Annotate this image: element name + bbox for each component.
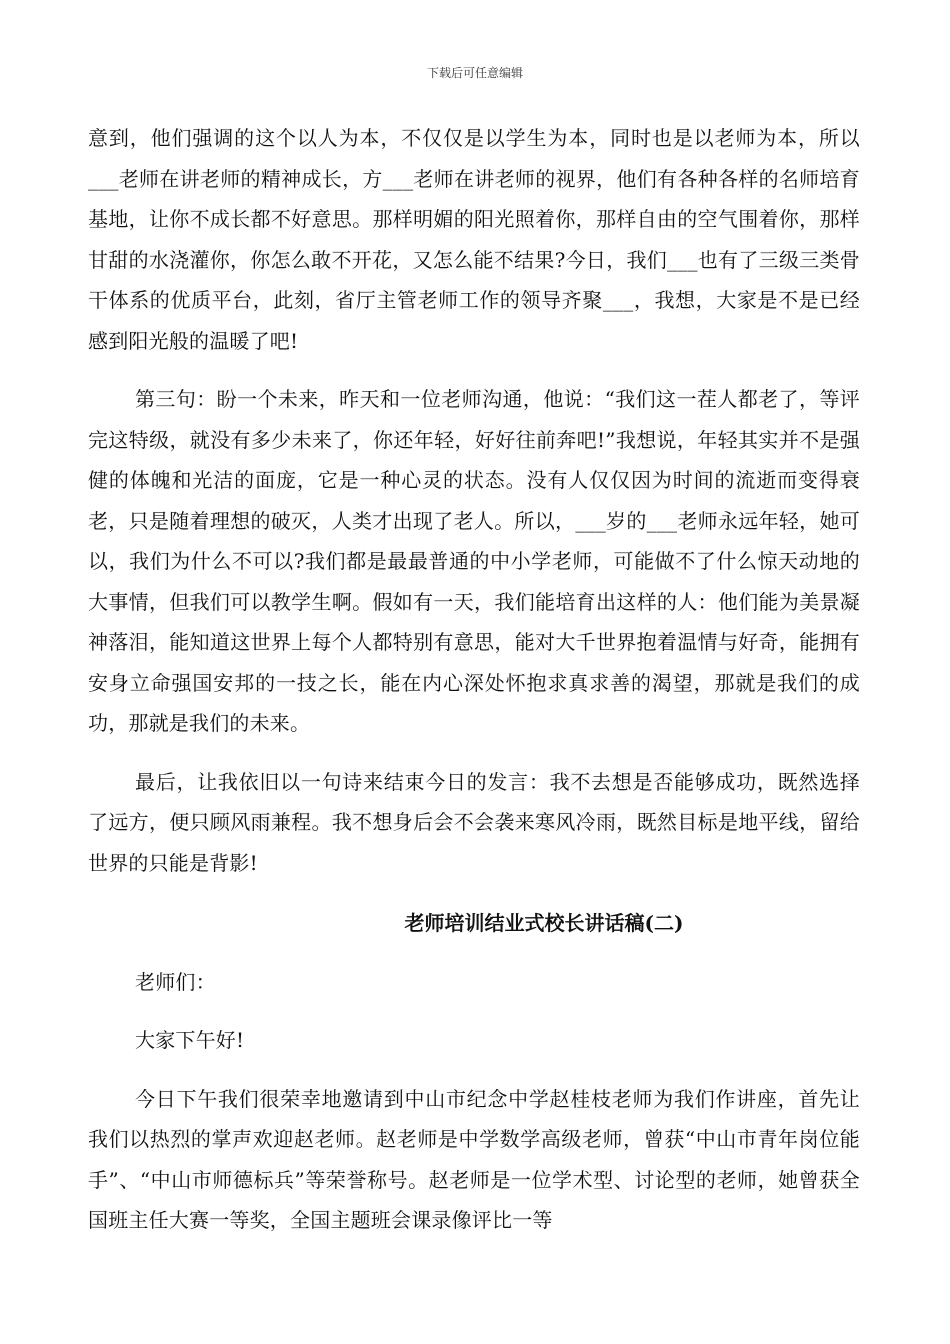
section-title: 老师培训结业式校长讲话稿(二) — [404, 911, 684, 935]
paragraph-third-point: 第三句：盼一个未来，昨天和一位老师沟通，他说：“我们这一茬人都老了，等评完这特级，就没有多少未来了，你还年轻，好好往前奔吧!”我想说，年轻其实并不是强健的体魄和光洁的面庞，它是一种心灵的状态。没有人仅仅因为时间的流逝而变得衰老，只是随着理想的破灭，人类才出现了老人。所以，___岁的___老师永远年轻，她可以，我们为什么不可以?我们都是最最普通的中小学老师，可能做不了什么惊天动地的大事情，但我们可以教学生啊。假如有一天，我们能培育出这样的人：他们能为美景凝神落泪，能知道这世界上每个人都特别有意思，能对大千世界抱着温情与好奇，能拥有安身立命强国安邦的一技之长，能在内心深处怀抱求真求善的渴望，那就是我们的成功，那就是我们的未来。 — [88, 387, 860, 735]
paragraph-salutation: 老师们： — [135, 969, 216, 994]
paragraph-introduction: 今日下午我们很荣幸地邀请到中山市纪念中学赵桂枝老师为我们作讲座，首先让我们以热烈的掌声欢迎赵老师。赵老师是中学数学高级老师，曾获“中山市青年岗位能手”、“中山市师德标兵”等荣誉称号。赵老师是一位学术型、讨论型的老师，她曾获全国班主任大赛一等奖，全国主题班会课录像评比一等 — [88, 1086, 860, 1232]
paragraph-closing: 最后，让我依旧以一句诗来结束今日的发言：我不去想是否能够成功，既然选择了远方，便只顾风雨兼程。我不想身后会不会袭来寒风冷雨，既然目标是地平线，留给世界的只能是背影! — [88, 769, 860, 875]
document-body — [88, 118, 860, 1241]
page-header: 下载后可任意编辑 — [426, 66, 523, 80]
paragraph-greeting: 大家下午好! — [135, 1028, 245, 1052]
paragraph-continuation: 意到，他们强调的这个以人为本，不仅仅是以学生为本，同时也是以老师为本，所以___老师在讲老师的精神成长，方___老师在讲老师的视界，他们有各种各样的名师培育基地，让你不成长都不好意思。那样明媚的阳光照着你，那样自由的空气围着你，那样甘甜的水浇灌你，你怎么敢不开花，又怎么能不结果?今日，我们___也有了三级三类骨干体系的优质平台，此刻，省厅主管老师工作的领导齐聚___，我想，大家是不是已经感到阳光般的温暖了吧! — [88, 126, 860, 353]
